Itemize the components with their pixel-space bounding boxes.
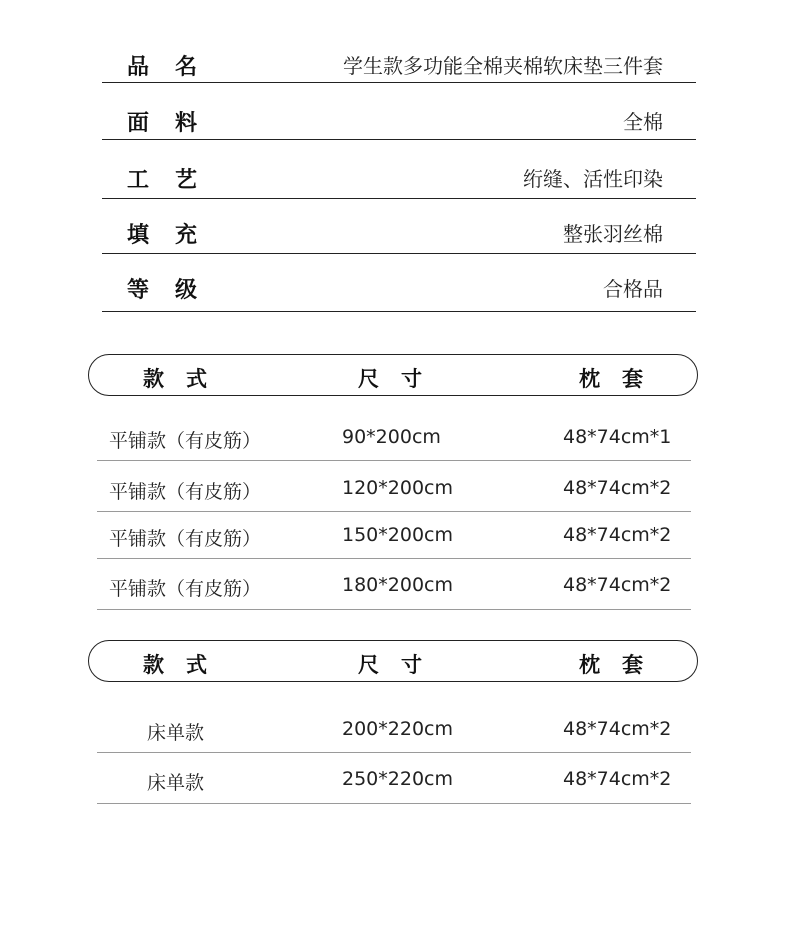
header-pillowcase: 枕套 (579, 367, 665, 391)
spec-value: 绗缝、活性印染 (523, 167, 663, 191)
spec-label: 面料 (127, 111, 224, 136)
header-style: 款式 (143, 367, 229, 391)
cell-pillowcase: 48*74cm*2 (563, 574, 672, 596)
spec-row-filling (102, 198, 696, 254)
spec-label: 工艺 (127, 168, 224, 193)
spec-label: 等级 (127, 278, 224, 303)
table-row (97, 702, 691, 753)
cell-style: 平铺款（有皮筋） (109, 528, 262, 550)
cell-pillowcase: 48*74cm*2 (563, 477, 672, 499)
cell-pillowcase: 48*74cm*2 (563, 718, 672, 740)
spec-label: 品名 (127, 55, 224, 80)
cell-size: 200*220cm (342, 718, 453, 740)
header-pillowcase: 枕套 (579, 653, 665, 677)
spec-value: 全棉 (623, 110, 663, 134)
spec-value: 整张羽丝棉 (563, 222, 663, 246)
spec-row-fabric (102, 82, 696, 140)
table1-header (88, 354, 698, 396)
spec-row-name (102, 40, 696, 83)
table-row (97, 558, 691, 610)
spec-value: 学生款多功能全棉夹棉软床垫三件套 (343, 54, 663, 78)
cell-style: 平铺款（有皮筋） (109, 481, 262, 503)
spec-row-craft (102, 139, 696, 199)
table-row (97, 752, 691, 804)
spec-row-grade (102, 253, 696, 312)
cell-size: 150*200cm (342, 524, 453, 546)
table2-header (88, 640, 698, 682)
cell-size: 250*220cm (342, 768, 453, 790)
header-size: 尺寸 (358, 653, 444, 677)
cell-size: 120*200cm (342, 477, 453, 499)
table-row (97, 410, 691, 461)
cell-style: 平铺款（有皮筋） (109, 430, 262, 452)
cell-style: 床单款 (147, 722, 205, 744)
spec-label: 填充 (127, 223, 224, 248)
table-row (97, 460, 691, 512)
cell-style: 平铺款（有皮筋） (109, 578, 262, 600)
cell-size: 90*200cm (342, 426, 441, 448)
cell-pillowcase: 48*74cm*2 (563, 768, 672, 790)
cell-pillowcase: 48*74cm*2 (563, 524, 672, 546)
cell-style: 床单款 (147, 772, 205, 794)
cell-size: 180*200cm (342, 574, 453, 596)
table-row (97, 511, 691, 559)
cell-pillowcase: 48*74cm*1 (563, 426, 672, 448)
header-style: 款式 (143, 653, 229, 677)
spec-value: 合格品 (603, 277, 663, 301)
header-size: 尺寸 (358, 367, 444, 391)
